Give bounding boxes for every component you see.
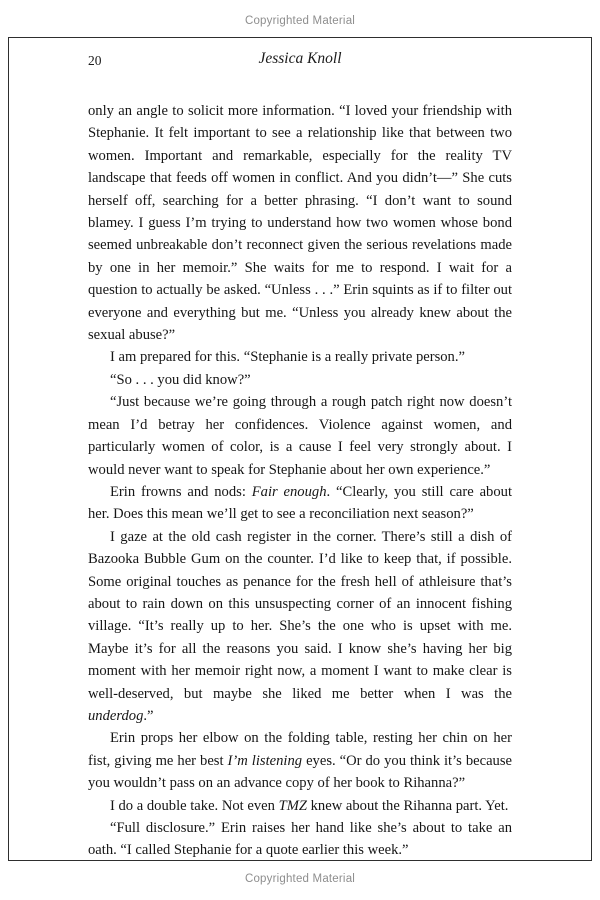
text-segment: I gaze at the old cash register in the corner. There’s still a dish of Bazooka Bubble Gum on the counter. I’d like to keep that, if possible. Some original touches as penance for the fresh hell of athleisure that’s about to rain down on this unsuspecting corner of an innocent fishing village. “It’s really up to her. She’s the one who is upset with me. Maybe it’s for all the reasons you said. I know she’s having her big moment with her memoir right now, a moment I want to make clear is well-deserved, but maybe she liked me better when I was the bbox=[88, 528, 512, 702]
text-segment: . “Clearly, you still care about her. Does this mean we’ll get to see a reconciliation next season?” bbox=[88, 483, 513, 523]
text-segment: TMZ bbox=[278, 797, 307, 814]
page-number: 20 bbox=[88, 53, 102, 68]
paragraph bbox=[88, 481, 512, 526]
text-segment: “Just because we’re going through a rough patch right now doesn’t mean I’d betray her confidences. Violence against women, and particularly women of color, is a cause I feel very strongly about. I would never want to speak for Stephanie about her own experience.” bbox=[88, 394, 512, 478]
text-segment: .” bbox=[143, 707, 154, 724]
paragraph bbox=[88, 100, 512, 346]
page-frame bbox=[8, 37, 592, 861]
copyright-notice-bottom: Copyrighted Material bbox=[244, 873, 356, 885]
paragraph bbox=[88, 369, 512, 391]
text-segment: I do a double take. Not even bbox=[110, 797, 279, 814]
text-segment: knew about the Rihanna part. Yet. bbox=[306, 797, 509, 814]
text-segment: I’m listening bbox=[227, 752, 303, 769]
text-block bbox=[88, 100, 512, 862]
paragraph bbox=[88, 727, 512, 794]
paragraph bbox=[88, 391, 512, 481]
text-segment: underdog bbox=[88, 707, 144, 724]
paragraph bbox=[88, 526, 512, 728]
paragraph bbox=[88, 817, 512, 862]
text-segment: Erin frowns and nods: bbox=[110, 483, 252, 500]
text-segment: “Full disclosure.” Erin raises her hand like she’s about to take an oath. “I called Stephanie for a quote earlier this week.” bbox=[88, 820, 512, 859]
text-segment: Fair enough bbox=[251, 483, 327, 500]
text-segment: eyes. “Or do you think it’s because you wouldn’t pass on an advance copy of her book to Rihanna?” bbox=[88, 752, 512, 792]
copyright-notice-top: Copyrighted Material bbox=[244, 15, 356, 27]
running-header-author: Jessica Knoll bbox=[258, 50, 342, 67]
paragraph bbox=[88, 346, 512, 368]
paragraph bbox=[88, 795, 512, 817]
text-segment: Erin props her elbow on the folding table, resting her chin on her fist, giving me her best bbox=[88, 730, 512, 769]
page-header bbox=[9, 50, 591, 74]
text-segment: “So . . . you did know?” bbox=[110, 371, 251, 388]
text-segment: only an angle to solicit more information. “I loved your friendship with Stephanie. It felt important to see a relationship like that between two women. Important and remarkable, especially for the reality TV landscape that feeds off women in conflict. And you didn’t—” She cuts herself off, searching for a better phrasing. “I don’t want to sound blamey. I guess I’m trying to understand how two women whose bond seemed unbreakable don’t reconnect given the serious revelations made by one in her memoir.” She waits for me to respond. I wait for a question to actually be asked. “Unless . . .” Erin squints as if to filter out everyone and everything but me. “Unless you already knew about the sexual abuse?” bbox=[88, 103, 512, 344]
text-segment: I am prepared for this. “Stephanie is a really private person.” bbox=[110, 349, 465, 366]
